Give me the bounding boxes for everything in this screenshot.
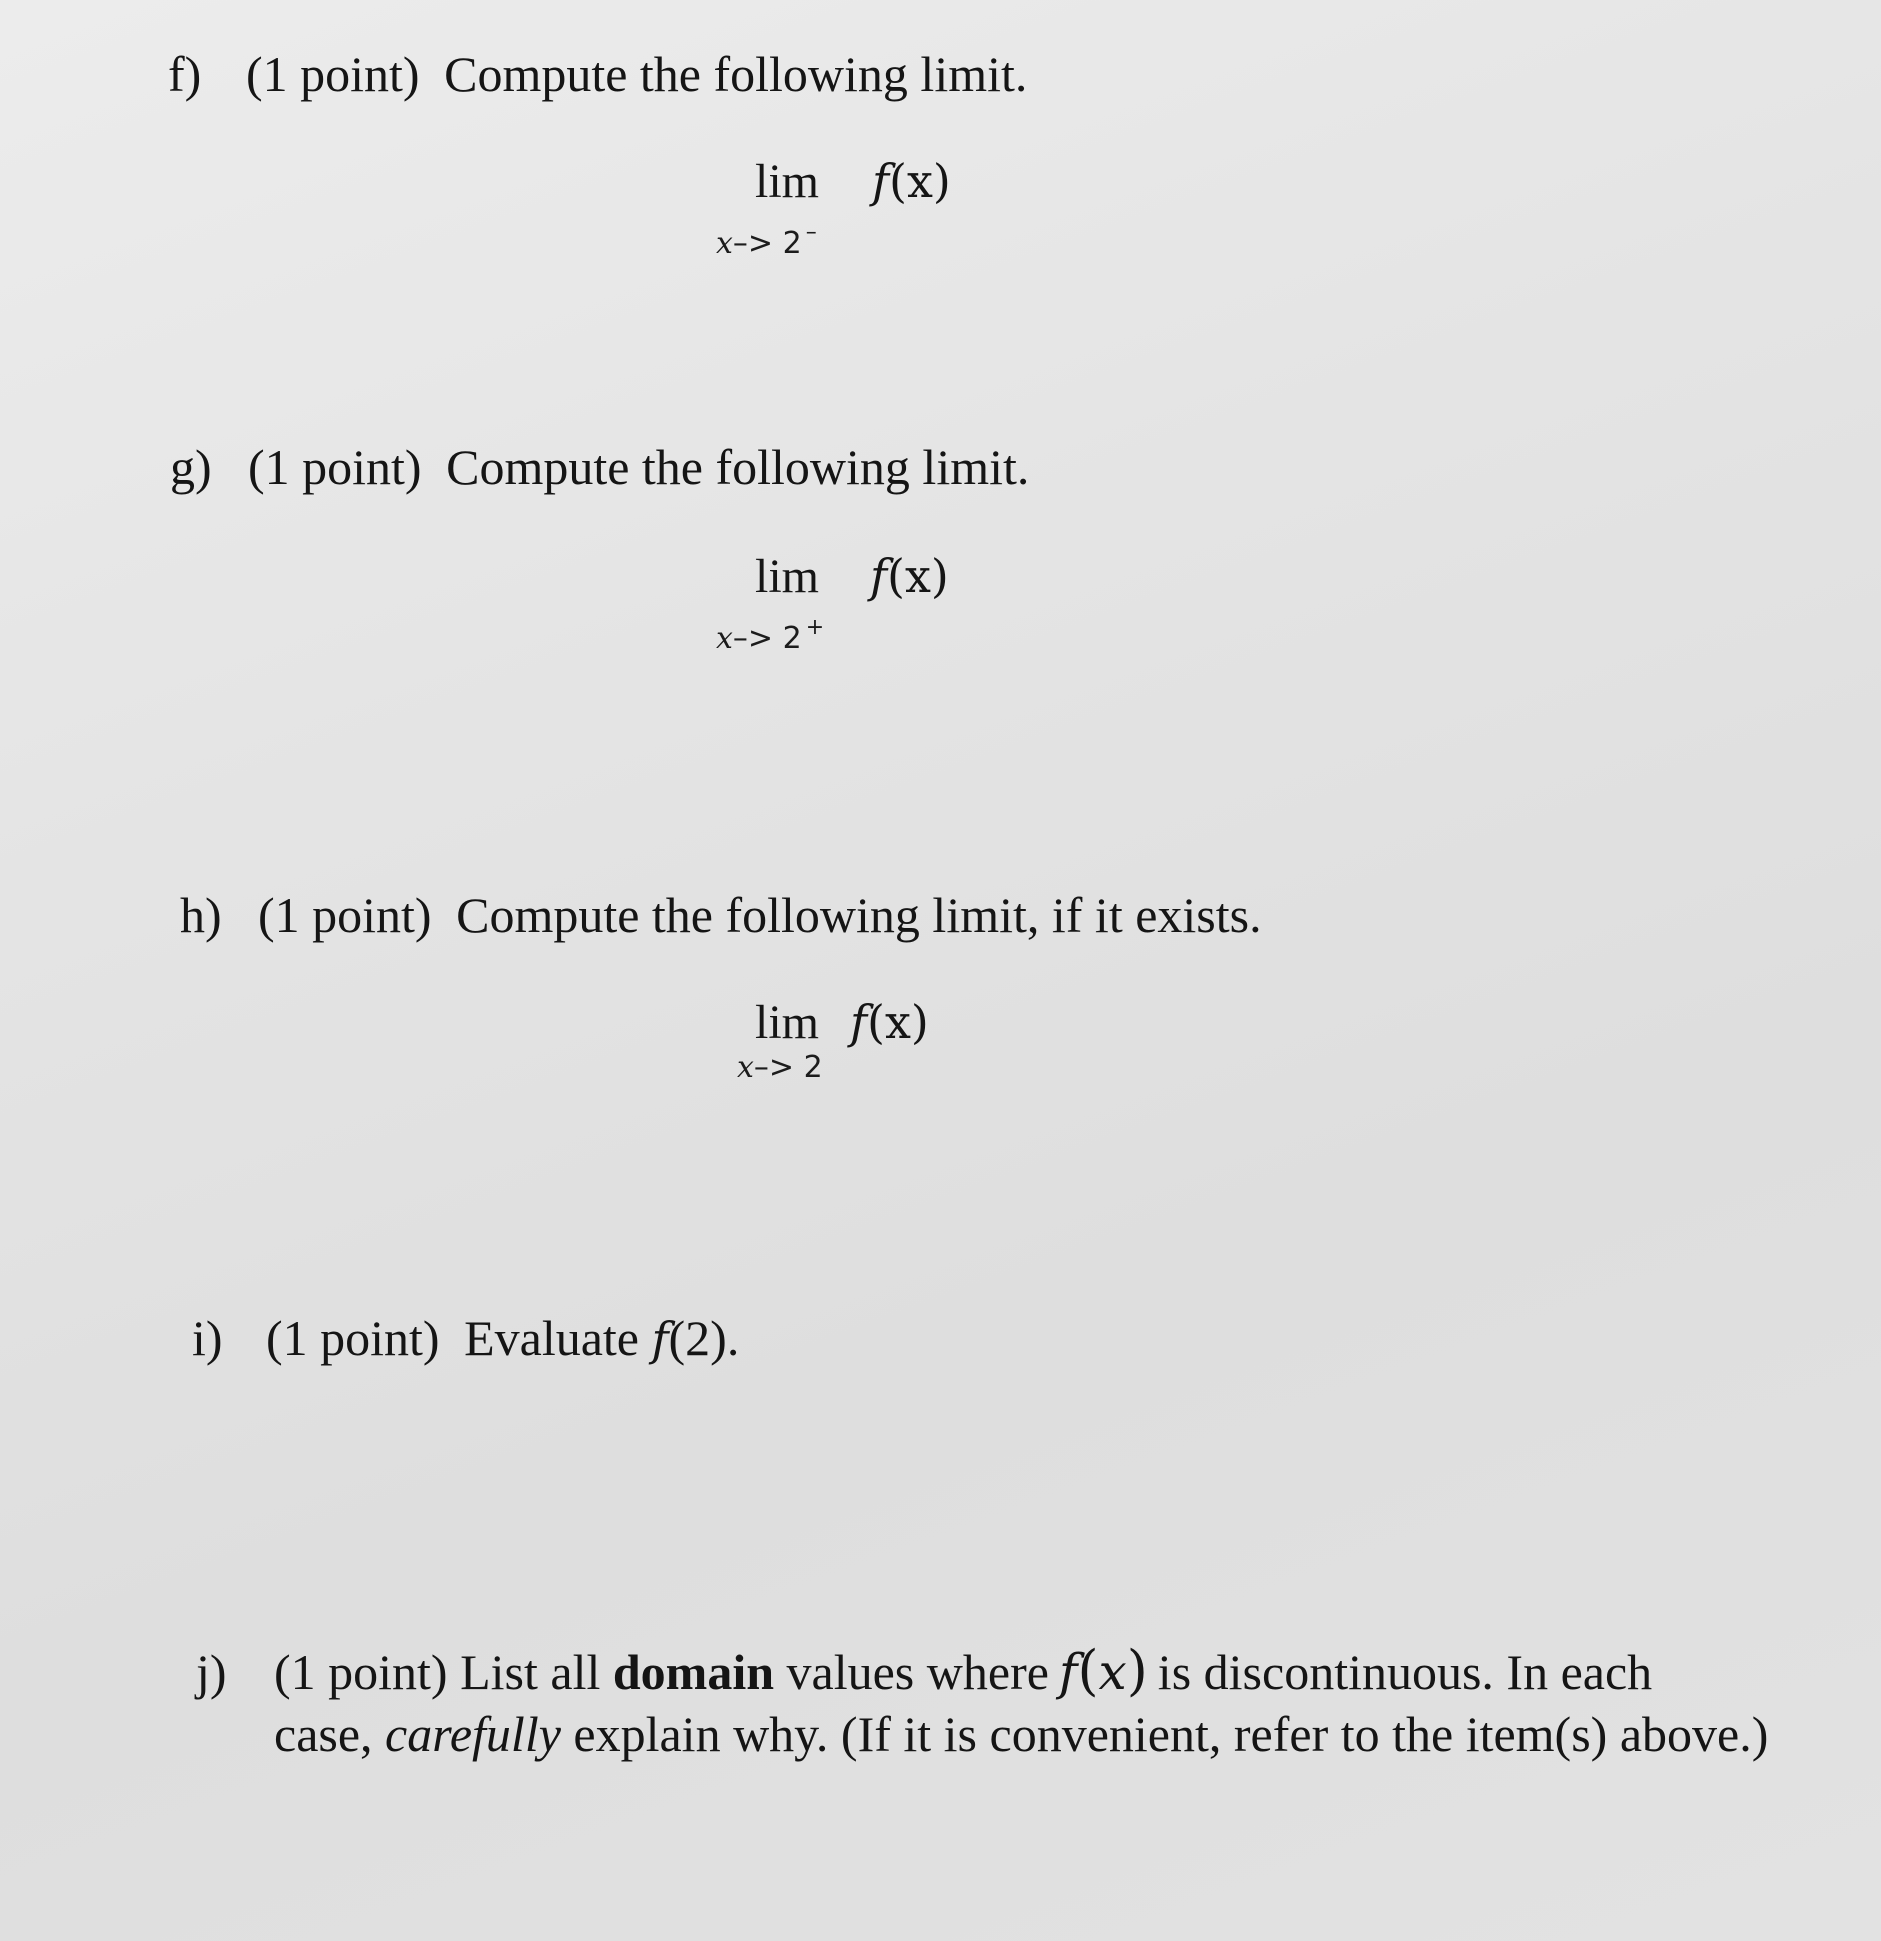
question-text: is discontinuous. In each	[1157, 1644, 1653, 1700]
paren-open: (	[1077, 1639, 1099, 1702]
paren-close: )	[1126, 1639, 1148, 1702]
question-h	[180, 885, 1262, 945]
lim-variable: x	[737, 1050, 754, 1085]
lim-subscript	[716, 220, 817, 261]
bold-term: domain	[612, 1644, 775, 1700]
question-points: (1 point)	[248, 439, 422, 495]
question-points: (1 point)	[274, 1644, 448, 1700]
question-g	[170, 437, 1029, 497]
question-j-line-2	[196, 1703, 1768, 1765]
question-letter: j)	[196, 1644, 227, 1700]
question-text: values where	[786, 1644, 1049, 1700]
question-letter: i)	[192, 1310, 223, 1366]
lim-approach: –> 2	[732, 226, 802, 261]
question-points: (1 point)	[258, 887, 432, 943]
lim-side: +	[805, 615, 825, 640]
lim-side: –	[805, 220, 817, 245]
function-name: f	[651, 1312, 669, 1366]
function-argument: (x)	[867, 995, 929, 1049]
lim-word: lim	[755, 996, 820, 1049]
lim-function	[850, 995, 929, 1049]
question-letter: h)	[180, 887, 222, 943]
function-argument: (x)	[887, 549, 949, 603]
question-text: Compute the following limit.	[444, 46, 1028, 102]
question-j-line-1	[196, 1640, 1768, 1703]
question-text: case,	[274, 1706, 373, 1762]
question-text: explain why. (If it is convenient, refer to the item(s) above.)	[573, 1706, 1769, 1762]
question-points: (1 point)	[266, 1310, 440, 1366]
question-text: Evaluate	[464, 1310, 639, 1366]
lim-subscript	[716, 615, 824, 656]
function-argument: (2)	[668, 1310, 727, 1366]
function-name: f	[870, 549, 888, 603]
function-expression	[1058, 1639, 1148, 1702]
question-points: (1 point)	[246, 46, 420, 102]
sentence-end: .	[726, 1310, 740, 1366]
function-name: f	[872, 154, 890, 208]
lim-approach: –> 2	[732, 621, 802, 656]
question-text: Compute the following limit.	[446, 439, 1030, 495]
lim-word: lim	[755, 550, 820, 603]
question-i	[192, 1308, 739, 1368]
lim-function	[870, 549, 949, 603]
function-name: f	[850, 995, 868, 1049]
question-j	[196, 1640, 1768, 1765]
lim-function	[872, 154, 951, 208]
question-text: List all	[460, 1644, 601, 1700]
lim-variable: x	[716, 621, 733, 656]
function-name: f	[1058, 1643, 1078, 1701]
lim-approach: –> 2	[753, 1050, 823, 1085]
question-letter: g)	[170, 439, 212, 495]
italic-term: carefully	[385, 1706, 561, 1762]
lim-subscript	[737, 1050, 823, 1085]
question-f	[168, 44, 1027, 104]
lim-variable: x	[716, 226, 733, 261]
lim-word: lim	[755, 155, 820, 208]
question-text: Compute the following limit, if it exists.	[456, 887, 1262, 943]
function-argument: (x)	[889, 154, 951, 208]
function-variable: x	[1098, 1643, 1127, 1701]
question-letter: f)	[168, 46, 202, 102]
